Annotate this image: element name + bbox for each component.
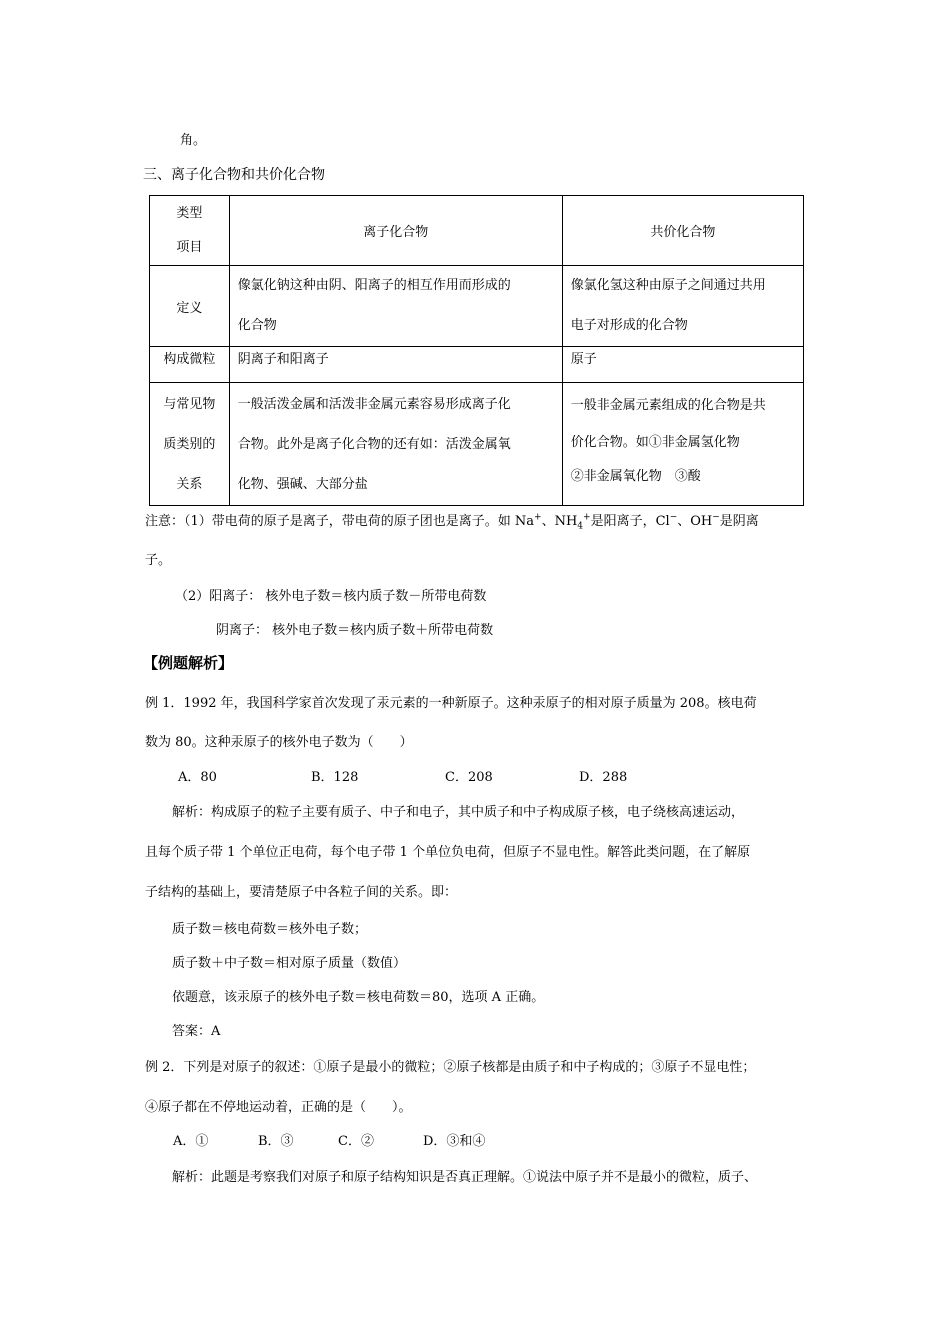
anion-rule: 阴离子： 核外电子数＝核内质子数＋所带电荷数 (216, 623, 494, 638)
note-text: 是阴离 (719, 514, 759, 529)
note-text: 是阳离子，Cl (590, 514, 670, 529)
cation-rule: （2）阳离子： 核外电子数＝核内质子数－所带电荷数 (175, 589, 487, 604)
comparison-table (149, 195, 804, 506)
ionic-relation-line: 合物。此外是离子化合物的还有如：活泼金属氧 (237, 437, 511, 452)
note-line-2: 子。 (145, 553, 172, 568)
charge-superscript: + (534, 512, 542, 523)
note-text: 注意：（1）带电荷的原子是离子，带电荷的原子团也是离子。如 Na (145, 514, 535, 529)
covalent-definition-line: 电子对形成的化合物 (570, 318, 688, 333)
example2-option-d: D．③和④ (423, 1134, 486, 1149)
ionic-relation-line: 一般活泼金属和活泼非金属元素容易形成离子化 (237, 397, 511, 412)
example1-option-c: C．208 (445, 770, 493, 785)
example2-line: 例 2．下列是对原子的叙述：①原子是最小的微粒；②原子核都是由质子和中子构成的；③原子不显电性； (145, 1060, 756, 1075)
relation-label-line: 与常见物 (163, 397, 216, 412)
example1-answer: 答案：A (172, 1024, 221, 1039)
example1-line: 例 1．1992 年，我国科学家首次发现了汞元素的一种新原子。这种汞原子的相对原子质量为 208。核电荷 (145, 696, 757, 711)
header-ionic: 离子化合物 (229, 196, 562, 266)
examples-heading: 【例题解析】 (143, 654, 234, 672)
header-item-label: 项目 (176, 239, 203, 255)
example1-conclusion: 依题意，该汞原子的核外电子数＝核电荷数＝80，选项 A 正确。 (172, 990, 545, 1005)
example1-option-b: B．128 (311, 770, 359, 785)
row-label-particles: 构成微粒 (150, 347, 230, 383)
example1-line: 数为 80。这种汞原子的核外电子数为（ ） (145, 735, 413, 750)
header-covalent: 共价化合物 (562, 196, 803, 266)
example2-option-b: B．③ (258, 1134, 294, 1149)
example1-analysis-line: 且每个质子带 1 个单位正电荷，每个电子带 1 个单位负电荷，但原子不显电性。解答此类问题，在了解原 (145, 845, 751, 860)
ionic-definition-line: 像氯化钠这种由阴、阳离子的相互作用而形成的 (237, 278, 511, 293)
ionic-definition-line: 化合物 (237, 318, 277, 333)
example1-analysis-line: 解析：构成原子的粒子主要有质子、中子和电子，其中质子和中子构成原子核，电子绕核高速运动， (172, 805, 745, 820)
header-type-label: 类型 (176, 205, 203, 221)
formula-subscript: 4 (577, 521, 584, 532)
example1-option-a: A．80 (178, 770, 217, 785)
relation-formula: 质子数＝核电荷数＝核外电子数； (172, 922, 368, 937)
covalent-particles-cell: 原子 (562, 347, 803, 383)
covalent-definition-line: 像氯化氢这种由原子之间通过共用 (570, 278, 766, 293)
relation-label-line: 质类别的 (163, 437, 216, 452)
ionic-relation-line: 化物、强碱、大部分盐 (237, 477, 368, 492)
row-label-relation (150, 383, 230, 506)
ionic-relation-cell (229, 383, 562, 506)
example1-option-d: D．288 (579, 770, 628, 785)
example2-line: ④原子都在不停地运动着，正确的是（ ）。 (145, 1100, 412, 1115)
continuation-text: 角。 (180, 133, 207, 148)
note-line-1 (145, 510, 759, 532)
relation-label-line: 关系 (176, 477, 203, 492)
covalent-relation-line: 价化合物。如①非金属氢化物 (570, 435, 740, 450)
table-corner-cell (150, 196, 230, 266)
table-row (150, 266, 804, 347)
example2-option-a: A．① (173, 1134, 209, 1149)
table-row (150, 347, 804, 383)
charge-superscript: + (583, 512, 591, 523)
section-title: 三、离子化合物和共价化合物 (143, 167, 325, 183)
row-label-definition: 定义 (150, 266, 230, 347)
example2-option-c: C．② (338, 1134, 374, 1149)
table-header-row (150, 196, 804, 266)
covalent-relation-cell (562, 383, 803, 506)
ionic-particles-cell: 阴离子和阳离子 (229, 347, 562, 383)
note-text: 、NH (541, 514, 578, 529)
example2-analysis-line: 解析：此题是考察我们对原子和原子结构知识是否真正理解。①说法中原子并不是最小的微粒，质子、 (172, 1170, 758, 1185)
covalent-relation-line: ②非金属氧化物 ③酸 (570, 469, 701, 484)
table-row (150, 383, 804, 506)
ionic-definition-cell (229, 266, 562, 347)
note-text: 、OH (677, 514, 713, 529)
covalent-relation-line: 一般非金属元素组成的化合物是共 (570, 398, 766, 413)
charge-superscript: − (712, 512, 720, 523)
charge-superscript: − (669, 512, 678, 523)
example1-analysis-line: 子结构的基础上，要清楚原子中各粒子间的关系。即： (145, 885, 458, 900)
covalent-definition-cell (562, 266, 803, 347)
relation-formula: 质子数＋中子数＝相对原子质量（数值） (172, 956, 407, 971)
